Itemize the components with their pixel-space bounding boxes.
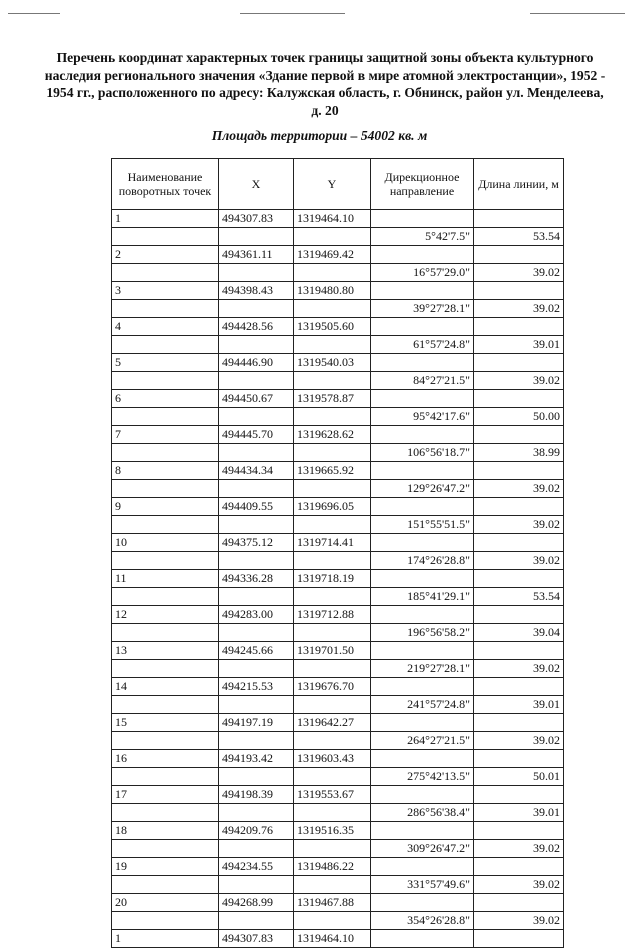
empty-cell bbox=[371, 246, 474, 264]
empty-cell bbox=[474, 858, 564, 876]
empty-cell bbox=[371, 714, 474, 732]
segment-row bbox=[112, 336, 564, 354]
point-x: 494375.12 bbox=[219, 534, 294, 552]
segment-row bbox=[112, 804, 564, 822]
point-y: 1319464.10 bbox=[294, 930, 371, 948]
header-point-name: Наименование поворотных точек bbox=[112, 159, 219, 210]
empty-cell bbox=[474, 642, 564, 660]
empty-cell bbox=[371, 210, 474, 228]
point-x: 494450.67 bbox=[219, 390, 294, 408]
empty-cell bbox=[112, 768, 219, 786]
empty-cell bbox=[112, 264, 219, 282]
empty-cell bbox=[294, 228, 371, 246]
point-x: 494336.28 bbox=[219, 570, 294, 588]
point-y: 1319696.05 bbox=[294, 498, 371, 516]
point-y: 1319712.88 bbox=[294, 606, 371, 624]
empty-cell bbox=[371, 750, 474, 768]
segment-length: 50.01 bbox=[474, 768, 564, 786]
point-x: 494445.70 bbox=[219, 426, 294, 444]
empty-cell bbox=[112, 444, 219, 462]
scan-artifact-center bbox=[240, 13, 345, 14]
empty-cell bbox=[371, 354, 474, 372]
segment-direction: 185°41'29.1" bbox=[371, 588, 474, 606]
empty-cell bbox=[294, 480, 371, 498]
empty-cell bbox=[294, 768, 371, 786]
point-number: 1 bbox=[112, 210, 219, 228]
segment-direction: 95°42'17.6" bbox=[371, 408, 474, 426]
empty-cell bbox=[294, 300, 371, 318]
segment-length: 39.02 bbox=[474, 372, 564, 390]
header-direction: Дирекционное направление bbox=[371, 159, 474, 210]
point-y: 1319480.80 bbox=[294, 282, 371, 300]
point-number: 7 bbox=[112, 426, 219, 444]
point-row bbox=[112, 678, 564, 696]
empty-cell bbox=[219, 408, 294, 426]
empty-cell bbox=[474, 462, 564, 480]
point-row bbox=[112, 570, 564, 588]
point-number: 2 bbox=[112, 246, 219, 264]
segment-row bbox=[112, 300, 564, 318]
segment-row bbox=[112, 768, 564, 786]
point-x: 494193.42 bbox=[219, 750, 294, 768]
empty-cell bbox=[294, 912, 371, 930]
point-x: 494268.99 bbox=[219, 894, 294, 912]
empty-cell bbox=[219, 732, 294, 750]
segment-length: 39.02 bbox=[474, 552, 564, 570]
table-body bbox=[112, 210, 564, 948]
point-number: 3 bbox=[112, 282, 219, 300]
empty-cell bbox=[112, 516, 219, 534]
empty-cell bbox=[294, 372, 371, 390]
empty-cell bbox=[112, 804, 219, 822]
empty-cell bbox=[294, 552, 371, 570]
point-number: 16 bbox=[112, 750, 219, 768]
segment-direction: 16°57'29.0" bbox=[371, 264, 474, 282]
empty-cell bbox=[474, 318, 564, 336]
empty-cell bbox=[371, 678, 474, 696]
empty-cell bbox=[294, 336, 371, 354]
point-x: 494409.55 bbox=[219, 498, 294, 516]
segment-row bbox=[112, 372, 564, 390]
point-row bbox=[112, 318, 564, 336]
segment-direction: 174°26'28.8" bbox=[371, 552, 474, 570]
empty-cell bbox=[219, 336, 294, 354]
point-row bbox=[112, 210, 564, 228]
area-caption: Площадь территории – 54002 кв. м bbox=[211, 128, 428, 143]
point-x: 494434.34 bbox=[219, 462, 294, 480]
point-number: 15 bbox=[112, 714, 219, 732]
point-number: 12 bbox=[112, 606, 219, 624]
point-y: 1319467.88 bbox=[294, 894, 371, 912]
point-row bbox=[112, 714, 564, 732]
scan-artifact-right bbox=[530, 13, 625, 14]
point-row bbox=[112, 246, 564, 264]
empty-cell bbox=[112, 552, 219, 570]
point-x: 494198.39 bbox=[219, 786, 294, 804]
empty-cell bbox=[112, 408, 219, 426]
point-row bbox=[112, 390, 564, 408]
segment-direction: 106°56'18.7" bbox=[371, 444, 474, 462]
empty-cell bbox=[219, 696, 294, 714]
point-number: 8 bbox=[112, 462, 219, 480]
point-x: 494307.83 bbox=[219, 930, 294, 948]
point-y: 1319486.22 bbox=[294, 858, 371, 876]
point-x: 494361.11 bbox=[219, 246, 294, 264]
segment-row bbox=[112, 588, 564, 606]
point-row bbox=[112, 894, 564, 912]
segment-length: 39.02 bbox=[474, 480, 564, 498]
segment-length: 39.02 bbox=[474, 912, 564, 930]
point-y: 1319553.67 bbox=[294, 786, 371, 804]
segment-length: 39.02 bbox=[474, 840, 564, 858]
segment-length: 50.00 bbox=[474, 408, 564, 426]
point-y: 1319578.87 bbox=[294, 390, 371, 408]
empty-cell bbox=[294, 444, 371, 462]
empty-cell bbox=[294, 624, 371, 642]
empty-cell bbox=[371, 462, 474, 480]
empty-cell bbox=[474, 786, 564, 804]
point-x: 494446.90 bbox=[219, 354, 294, 372]
empty-cell bbox=[474, 930, 564, 948]
empty-cell bbox=[474, 894, 564, 912]
point-x: 494245.66 bbox=[219, 642, 294, 660]
segment-direction: 264°27'21.5" bbox=[371, 732, 474, 750]
empty-cell bbox=[474, 822, 564, 840]
segment-direction: 219°27'28.1" bbox=[371, 660, 474, 678]
empty-cell bbox=[112, 480, 219, 498]
point-x: 494197.19 bbox=[219, 714, 294, 732]
point-row bbox=[112, 786, 564, 804]
scan-artifact-left bbox=[8, 13, 60, 14]
segment-direction: 151°55'51.5" bbox=[371, 516, 474, 534]
point-y: 1319701.50 bbox=[294, 642, 371, 660]
point-y: 1319642.27 bbox=[294, 714, 371, 732]
point-number: 4 bbox=[112, 318, 219, 336]
empty-cell bbox=[294, 588, 371, 606]
empty-cell bbox=[294, 264, 371, 282]
segment-direction: 84°27'21.5" bbox=[371, 372, 474, 390]
segment-length: 39.02 bbox=[474, 516, 564, 534]
header-x: X bbox=[219, 159, 294, 210]
empty-cell bbox=[474, 246, 564, 264]
point-row bbox=[112, 750, 564, 768]
point-row bbox=[112, 606, 564, 624]
segment-length: 39.04 bbox=[474, 624, 564, 642]
segment-direction: 61°57'24.8" bbox=[371, 336, 474, 354]
segment-direction: 331°57'49.6" bbox=[371, 876, 474, 894]
segment-row bbox=[112, 228, 564, 246]
point-y: 1319516.35 bbox=[294, 822, 371, 840]
segment-direction: 309°26'47.2" bbox=[371, 840, 474, 858]
empty-cell bbox=[474, 570, 564, 588]
empty-cell bbox=[294, 732, 371, 750]
segment-direction: 286°56'38.4" bbox=[371, 804, 474, 822]
empty-cell bbox=[112, 696, 219, 714]
segment-row bbox=[112, 264, 564, 282]
point-x: 494428.56 bbox=[219, 318, 294, 336]
empty-cell bbox=[219, 552, 294, 570]
empty-cell bbox=[474, 750, 564, 768]
segment-direction: 241°57'24.8" bbox=[371, 696, 474, 714]
point-x: 494209.76 bbox=[219, 822, 294, 840]
empty-cell bbox=[219, 264, 294, 282]
coordinates-table bbox=[111, 158, 564, 948]
point-row bbox=[112, 282, 564, 300]
segment-length: 39.02 bbox=[474, 300, 564, 318]
empty-cell bbox=[219, 444, 294, 462]
empty-cell bbox=[219, 480, 294, 498]
segment-length: 38.99 bbox=[474, 444, 564, 462]
header-y: Y bbox=[294, 159, 371, 210]
point-x: 494234.55 bbox=[219, 858, 294, 876]
point-number: 19 bbox=[112, 858, 219, 876]
empty-cell bbox=[112, 876, 219, 894]
empty-cell bbox=[112, 336, 219, 354]
point-row bbox=[112, 354, 564, 372]
empty-cell bbox=[219, 228, 294, 246]
empty-cell bbox=[371, 858, 474, 876]
point-number: 17 bbox=[112, 786, 219, 804]
segment-direction: 196°56'58.2" bbox=[371, 624, 474, 642]
empty-cell bbox=[219, 624, 294, 642]
empty-cell bbox=[219, 804, 294, 822]
point-number: 5 bbox=[112, 354, 219, 372]
empty-cell bbox=[474, 390, 564, 408]
segment-row bbox=[112, 552, 564, 570]
point-y: 1319469.42 bbox=[294, 246, 371, 264]
empty-cell bbox=[474, 210, 564, 228]
empty-cell bbox=[294, 804, 371, 822]
empty-cell bbox=[294, 840, 371, 858]
point-number: 1 bbox=[112, 930, 219, 948]
segment-length: 39.02 bbox=[474, 876, 564, 894]
empty-cell bbox=[371, 930, 474, 948]
segment-direction: 39°27'28.1" bbox=[371, 300, 474, 318]
empty-cell bbox=[371, 822, 474, 840]
point-row bbox=[112, 426, 564, 444]
empty-cell bbox=[219, 912, 294, 930]
empty-cell bbox=[474, 606, 564, 624]
segment-direction: 275°42'13.5" bbox=[371, 768, 474, 786]
point-y: 1319714.41 bbox=[294, 534, 371, 552]
point-number: 10 bbox=[112, 534, 219, 552]
empty-cell bbox=[371, 390, 474, 408]
empty-cell bbox=[371, 498, 474, 516]
point-y: 1319540.03 bbox=[294, 354, 371, 372]
empty-cell bbox=[112, 624, 219, 642]
empty-cell bbox=[371, 426, 474, 444]
point-row bbox=[112, 858, 564, 876]
point-row bbox=[112, 822, 564, 840]
empty-cell bbox=[371, 318, 474, 336]
empty-cell bbox=[474, 534, 564, 552]
empty-cell bbox=[474, 678, 564, 696]
document-title: Перечень координат характерных точек границы защитной зоны объекта культурного наследия регионального значения «Здание первой в мире атомной электростанции», 1952 - 1954 гг., расположенного по адресу: Калужская область, г. Обнинск, район ул. Менделеева, д. 20 bbox=[44, 50, 606, 118]
empty-cell bbox=[112, 300, 219, 318]
point-number: 11 bbox=[112, 570, 219, 588]
segment-direction: 129°26'47.2" bbox=[371, 480, 474, 498]
segment-row bbox=[112, 840, 564, 858]
point-x: 494398.43 bbox=[219, 282, 294, 300]
point-y: 1319676.70 bbox=[294, 678, 371, 696]
empty-cell bbox=[219, 588, 294, 606]
empty-cell bbox=[294, 660, 371, 678]
point-number: 13 bbox=[112, 642, 219, 660]
point-x: 494215.53 bbox=[219, 678, 294, 696]
empty-cell bbox=[219, 372, 294, 390]
empty-cell bbox=[112, 228, 219, 246]
point-number: 14 bbox=[112, 678, 219, 696]
empty-cell bbox=[112, 372, 219, 390]
point-number: 6 bbox=[112, 390, 219, 408]
point-y: 1319628.62 bbox=[294, 426, 371, 444]
segment-length: 39.02 bbox=[474, 264, 564, 282]
point-y: 1319718.19 bbox=[294, 570, 371, 588]
segment-length: 39.02 bbox=[474, 660, 564, 678]
segment-row bbox=[112, 912, 564, 930]
empty-cell bbox=[294, 876, 371, 894]
empty-cell bbox=[371, 894, 474, 912]
empty-cell bbox=[474, 282, 564, 300]
point-x: 494283.00 bbox=[219, 606, 294, 624]
segment-length: 53.54 bbox=[474, 588, 564, 606]
point-y: 1319464.10 bbox=[294, 210, 371, 228]
empty-cell bbox=[474, 714, 564, 732]
header-length: Длина линии, м bbox=[474, 159, 564, 210]
empty-cell bbox=[294, 696, 371, 714]
table-header-row bbox=[112, 159, 564, 210]
empty-cell bbox=[371, 786, 474, 804]
empty-cell bbox=[474, 498, 564, 516]
point-y: 1319603.43 bbox=[294, 750, 371, 768]
empty-cell bbox=[294, 516, 371, 534]
empty-cell bbox=[219, 768, 294, 786]
point-y: 1319505.60 bbox=[294, 318, 371, 336]
empty-cell bbox=[294, 408, 371, 426]
segment-length: 39.01 bbox=[474, 336, 564, 354]
point-number: 20 bbox=[112, 894, 219, 912]
empty-cell bbox=[371, 570, 474, 588]
point-row bbox=[112, 498, 564, 516]
empty-cell bbox=[112, 732, 219, 750]
empty-cell bbox=[112, 840, 219, 858]
empty-cell bbox=[371, 282, 474, 300]
segment-direction: 5°42'7.5" bbox=[371, 228, 474, 246]
empty-cell bbox=[112, 660, 219, 678]
point-row bbox=[112, 534, 564, 552]
empty-cell bbox=[219, 840, 294, 858]
segment-direction: 354°26'28.8" bbox=[371, 912, 474, 930]
segment-row bbox=[112, 696, 564, 714]
empty-cell bbox=[112, 588, 219, 606]
point-number: 9 bbox=[112, 498, 219, 516]
empty-cell bbox=[219, 660, 294, 678]
empty-cell bbox=[219, 300, 294, 318]
empty-cell bbox=[112, 912, 219, 930]
point-row bbox=[112, 930, 564, 948]
segment-row bbox=[112, 732, 564, 750]
segment-length: 39.02 bbox=[474, 732, 564, 750]
empty-cell bbox=[219, 516, 294, 534]
segment-row bbox=[112, 660, 564, 678]
point-x: 494307.83 bbox=[219, 210, 294, 228]
segment-length: 53.54 bbox=[474, 228, 564, 246]
segment-length: 39.01 bbox=[474, 804, 564, 822]
empty-cell bbox=[219, 876, 294, 894]
point-row bbox=[112, 642, 564, 660]
empty-cell bbox=[371, 534, 474, 552]
segment-row bbox=[112, 444, 564, 462]
segment-row bbox=[112, 408, 564, 426]
segment-row bbox=[112, 624, 564, 642]
segment-length: 39.01 bbox=[474, 696, 564, 714]
empty-cell bbox=[474, 354, 564, 372]
point-number: 18 bbox=[112, 822, 219, 840]
empty-cell bbox=[474, 426, 564, 444]
empty-cell bbox=[371, 642, 474, 660]
segment-row bbox=[112, 480, 564, 498]
point-y: 1319665.92 bbox=[294, 462, 371, 480]
empty-cell bbox=[371, 606, 474, 624]
point-row bbox=[112, 462, 564, 480]
segment-row bbox=[112, 516, 564, 534]
segment-row bbox=[112, 876, 564, 894]
